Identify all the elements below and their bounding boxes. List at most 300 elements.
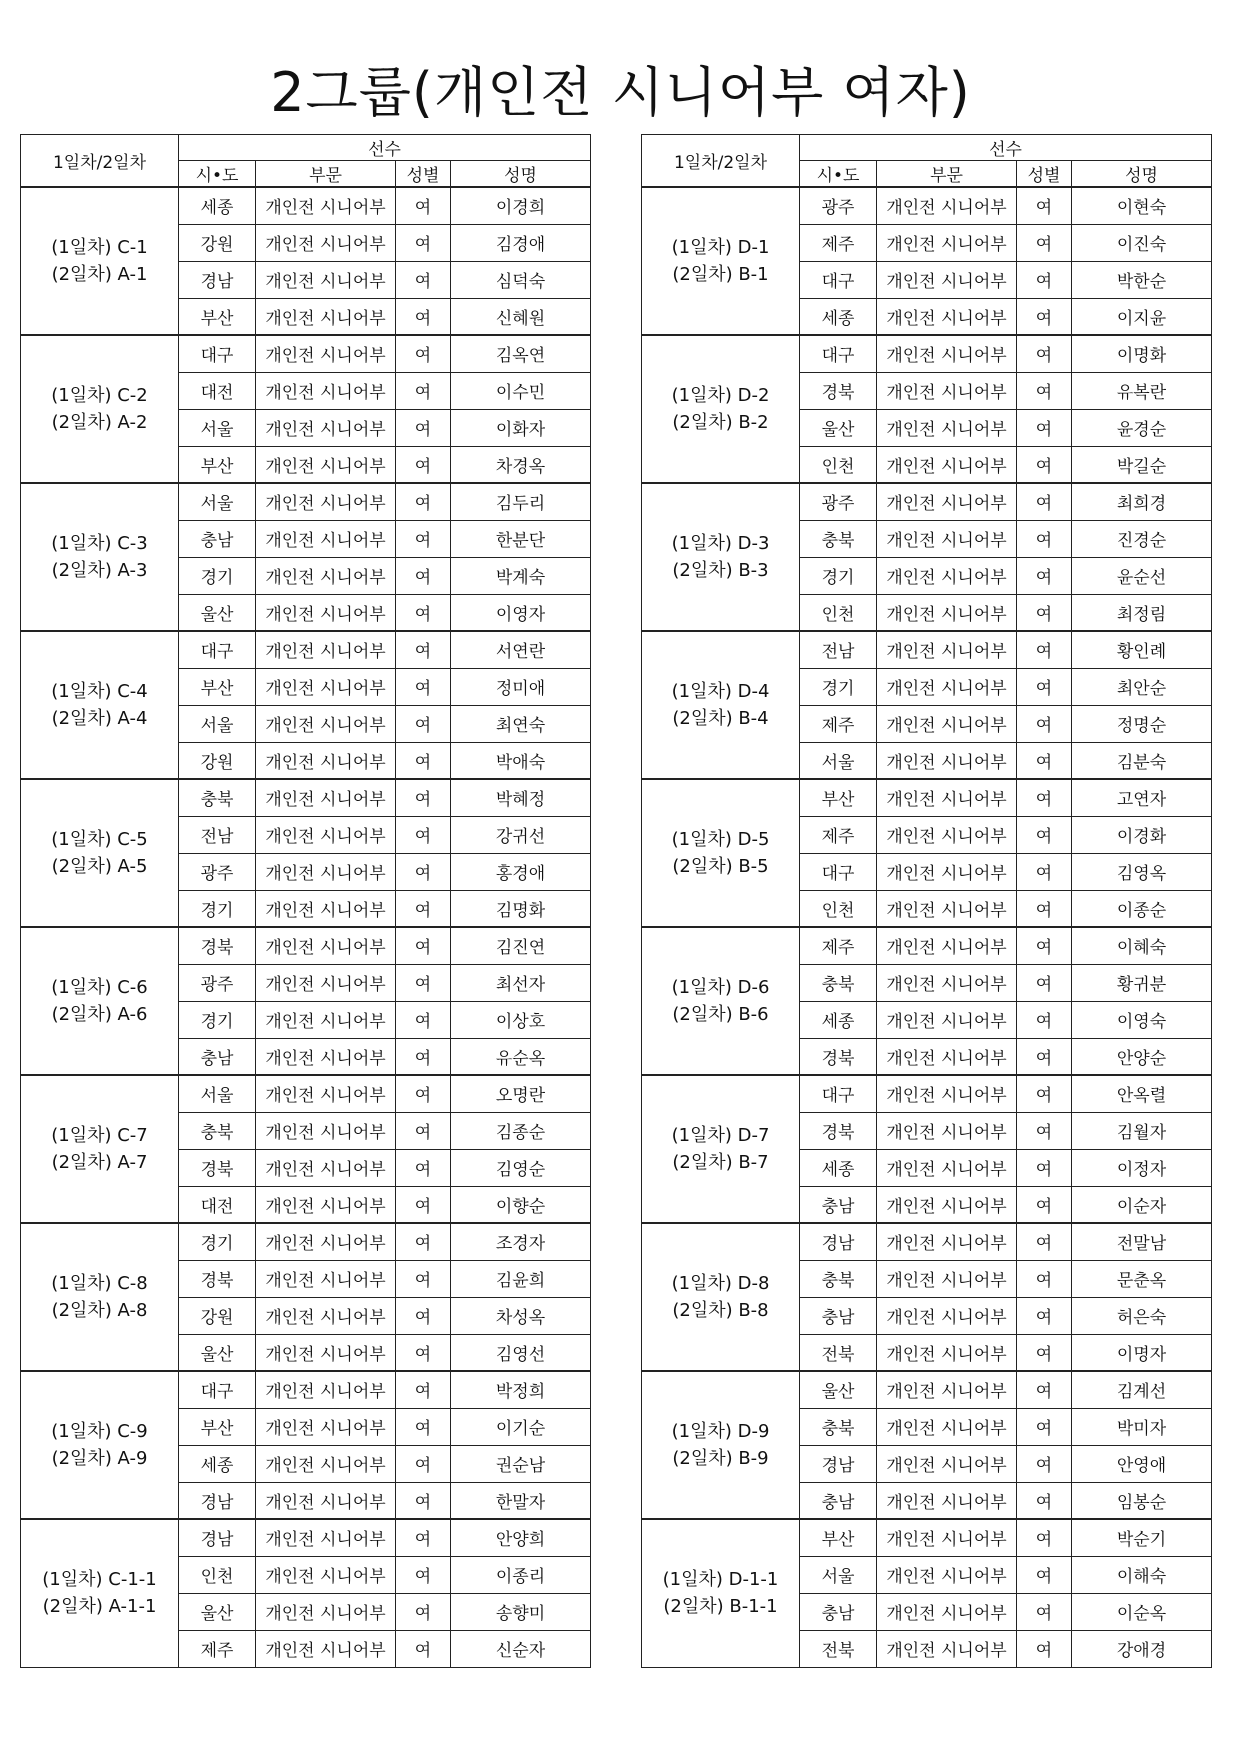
table-row — [642, 927, 1212, 964]
day1-match: (1일차) D-8 — [671, 1273, 770, 1294]
group-label — [642, 187, 800, 335]
cell-division: 개인전 시니어부 — [256, 1001, 396, 1038]
day1-match: (1일차) D-1-1 — [662, 1569, 779, 1591]
cell-gender: 여 — [396, 779, 451, 816]
cell-division: 개인전 시니어부 — [256, 1371, 396, 1408]
cell-gender: 여 — [396, 1408, 451, 1445]
cell-name: 강애경 — [1072, 1630, 1212, 1667]
cell-gender: 여 — [1017, 1556, 1072, 1593]
cell-region: 충북 — [800, 1408, 877, 1445]
header-name: 성명 — [451, 161, 591, 188]
cell-name: 홍경애 — [451, 853, 591, 890]
cell-gender: 여 — [1017, 964, 1072, 1001]
header-player: 선수 — [179, 135, 591, 161]
cell-division: 개인전 시니어부 — [256, 779, 396, 816]
day1-match: (1일차) D-4 — [671, 681, 770, 702]
cell-division: 개인전 시니어부 — [256, 224, 396, 261]
cell-division: 개인전 시니어부 — [877, 1593, 1017, 1630]
cell-gender: 여 — [1017, 1260, 1072, 1297]
cell-division: 개인전 시니어부 — [877, 224, 1017, 261]
cell-division: 개인전 시니어부 — [877, 520, 1017, 557]
cell-name: 이경화 — [1072, 816, 1212, 853]
cell-region: 경남 — [800, 1223, 877, 1260]
cell-gender: 여 — [1017, 1408, 1072, 1445]
cell-gender: 여 — [396, 187, 451, 224]
table-row — [21, 335, 591, 372]
cell-division: 개인전 시니어부 — [256, 520, 396, 557]
cell-region: 서울 — [179, 1075, 256, 1112]
cell-region: 충북 — [800, 964, 877, 1001]
cell-region: 부산 — [179, 1408, 256, 1445]
cell-gender: 여 — [1017, 224, 1072, 261]
cell-name: 이경희 — [451, 187, 591, 224]
cell-region: 제주 — [179, 1630, 256, 1667]
cell-division: 개인전 시니어부 — [256, 409, 396, 446]
cell-name: 심덕숙 — [451, 261, 591, 298]
cell-region: 울산 — [800, 409, 877, 446]
cell-region: 충북 — [179, 779, 256, 816]
cell-gender: 여 — [1017, 1001, 1072, 1038]
day2-match: (2일차) A-1 — [51, 264, 148, 285]
cell-region: 울산 — [179, 1334, 256, 1371]
cell-name: 황귀분 — [1072, 964, 1212, 1001]
cell-region: 제주 — [800, 705, 877, 742]
cell-region: 제주 — [800, 816, 877, 853]
cell-name: 임봉순 — [1072, 1482, 1212, 1519]
day1-match: (1일차) D-7 — [671, 1125, 770, 1146]
cell-region: 경북 — [179, 1260, 256, 1297]
cell-region: 광주 — [800, 483, 877, 520]
cell-name: 박한순 — [1072, 261, 1212, 298]
cell-name: 이영자 — [451, 594, 591, 631]
group-label — [642, 483, 800, 631]
cell-name: 문춘옥 — [1072, 1260, 1212, 1297]
cell-region: 서울 — [179, 483, 256, 520]
cell-region: 제주 — [800, 224, 877, 261]
cell-gender: 여 — [396, 1260, 451, 1297]
group-table-left — [20, 134, 591, 1668]
day1-match: (1일차) C-8 — [51, 1273, 148, 1294]
cell-name: 허은숙 — [1072, 1297, 1212, 1334]
table-row — [21, 1223, 591, 1260]
cell-region: 경기 — [800, 668, 877, 705]
cell-division: 개인전 시니어부 — [256, 1445, 396, 1482]
cell-region: 인천 — [179, 1556, 256, 1593]
cell-division: 개인전 시니어부 — [877, 779, 1017, 816]
cell-gender: 여 — [396, 631, 451, 668]
cell-gender: 여 — [396, 927, 451, 964]
cell-name: 이수민 — [451, 372, 591, 409]
cell-name: 신혜원 — [451, 298, 591, 335]
cell-gender: 여 — [1017, 1075, 1072, 1112]
cell-gender: 여 — [396, 335, 451, 372]
cell-gender: 여 — [396, 742, 451, 779]
cell-name: 안영애 — [1072, 1445, 1212, 1482]
table-row — [21, 1075, 591, 1112]
cell-region: 인천 — [800, 890, 877, 927]
cell-division: 개인전 시니어부 — [256, 1334, 396, 1371]
cell-name: 김옥연 — [451, 335, 591, 372]
day2-match: (2일차) A-3 — [51, 560, 148, 581]
cell-region: 대구 — [800, 853, 877, 890]
cell-gender: 여 — [1017, 1334, 1072, 1371]
cell-division: 개인전 시니어부 — [877, 1371, 1017, 1408]
cell-gender: 여 — [396, 853, 451, 890]
cell-region: 광주 — [179, 853, 256, 890]
cell-division: 개인전 시니어부 — [877, 1223, 1017, 1260]
cell-region: 경기 — [179, 1001, 256, 1038]
table-row — [642, 779, 1212, 816]
cell-name: 고연자 — [1072, 779, 1212, 816]
cell-region: 충남 — [800, 1593, 877, 1630]
cell-gender: 여 — [1017, 1519, 1072, 1556]
header-day: 1일차/2일차 — [642, 135, 800, 188]
cell-name: 이종리 — [451, 1556, 591, 1593]
cell-region: 부산 — [179, 668, 256, 705]
cell-name: 김영옥 — [1072, 853, 1212, 890]
group-table-right — [641, 134, 1212, 1668]
cell-division: 개인전 시니어부 — [256, 631, 396, 668]
cell-division: 개인전 시니어부 — [877, 853, 1017, 890]
cell-name: 권순남 — [451, 1445, 591, 1482]
cell-division: 개인전 시니어부 — [877, 1038, 1017, 1075]
cell-gender: 여 — [396, 372, 451, 409]
day1-match: (1일차) D-9 — [671, 1421, 770, 1442]
cell-gender: 여 — [1017, 1038, 1072, 1075]
cell-division: 개인전 시니어부 — [877, 372, 1017, 409]
table-row — [642, 1075, 1212, 1112]
day2-match: (2일차) B-8 — [672, 1300, 769, 1321]
cell-name: 윤순선 — [1072, 557, 1212, 594]
cell-name: 김윤희 — [451, 1260, 591, 1297]
cell-gender: 여 — [396, 1445, 451, 1482]
cell-region: 세종 — [179, 187, 256, 224]
cell-name: 진경순 — [1072, 520, 1212, 557]
day1-match: (1일차) C-1-1 — [42, 1569, 157, 1591]
cell-gender: 여 — [1017, 705, 1072, 742]
cell-region: 서울 — [800, 742, 877, 779]
cell-region: 경기 — [800, 557, 877, 594]
day2-match: (2일차) A-4 — [51, 708, 148, 729]
cell-gender: 여 — [396, 1223, 451, 1260]
header-day: 1일차/2일차 — [21, 135, 179, 188]
cell-division: 개인전 시니어부 — [256, 1297, 396, 1334]
cell-region: 강원 — [179, 224, 256, 261]
group-label — [21, 1519, 179, 1667]
cell-name: 안옥렬 — [1072, 1075, 1212, 1112]
cell-name: 최선자 — [451, 964, 591, 1001]
cell-name: 김월자 — [1072, 1112, 1212, 1149]
cell-gender: 여 — [1017, 372, 1072, 409]
cell-gender: 여 — [1017, 483, 1072, 520]
table-row — [21, 1371, 591, 1408]
cell-name: 박혜정 — [451, 779, 591, 816]
cell-gender: 여 — [396, 557, 451, 594]
cell-division: 개인전 시니어부 — [256, 446, 396, 483]
cell-gender: 여 — [1017, 594, 1072, 631]
day2-match: (2일차) A-2 — [51, 412, 148, 433]
day2-match: (2일차) A-1-1 — [42, 1596, 157, 1618]
group-label — [642, 1223, 800, 1371]
table-row — [21, 927, 591, 964]
cell-gender: 여 — [1017, 668, 1072, 705]
cell-name: 최정림 — [1072, 594, 1212, 631]
cell-region: 강원 — [179, 742, 256, 779]
cell-region: 경기 — [179, 557, 256, 594]
cell-region: 대구 — [179, 1371, 256, 1408]
cell-region: 부산 — [800, 1519, 877, 1556]
cell-region: 충북 — [800, 1260, 877, 1297]
cell-gender: 여 — [1017, 1186, 1072, 1223]
cell-name: 한말자 — [451, 1482, 591, 1519]
cell-gender: 여 — [1017, 520, 1072, 557]
cell-name: 최희경 — [1072, 483, 1212, 520]
cell-gender: 여 — [1017, 1593, 1072, 1630]
cell-name: 김명화 — [451, 890, 591, 927]
cell-gender: 여 — [396, 964, 451, 1001]
cell-name: 김종순 — [451, 1112, 591, 1149]
cell-division: 개인전 시니어부 — [256, 668, 396, 705]
cell-region: 대구 — [800, 335, 877, 372]
cell-division: 개인전 시니어부 — [877, 1482, 1017, 1519]
cell-region: 경남 — [179, 1482, 256, 1519]
cell-gender: 여 — [396, 1556, 451, 1593]
cell-division: 개인전 시니어부 — [877, 1001, 1017, 1038]
table-row — [21, 483, 591, 520]
cell-region: 충남 — [179, 1038, 256, 1075]
cell-gender: 여 — [1017, 298, 1072, 335]
cell-gender: 여 — [396, 483, 451, 520]
cell-division: 개인전 시니어부 — [877, 483, 1017, 520]
cell-name: 이기순 — [451, 1408, 591, 1445]
day1-match: (1일차) D-3 — [671, 533, 770, 554]
cell-gender: 여 — [1017, 1149, 1072, 1186]
day2-match: (2일차) A-8 — [51, 1300, 148, 1321]
cell-division: 개인전 시니어부 — [877, 668, 1017, 705]
day2-match: (2일차) B-9 — [672, 1448, 769, 1469]
cell-region: 울산 — [179, 594, 256, 631]
cell-name: 안양희 — [451, 1519, 591, 1556]
cell-gender: 여 — [1017, 187, 1072, 224]
cell-division: 개인전 시니어부 — [877, 1408, 1017, 1445]
cell-gender: 여 — [396, 298, 451, 335]
cell-gender: 여 — [1017, 1371, 1072, 1408]
day1-match: (1일차) C-3 — [51, 533, 148, 554]
cell-division: 개인전 시니어부 — [877, 816, 1017, 853]
cell-gender: 여 — [1017, 1630, 1072, 1667]
cell-region: 경북 — [800, 1038, 877, 1075]
cell-region: 울산 — [800, 1371, 877, 1408]
cell-gender: 여 — [1017, 1223, 1072, 1260]
day2-match: (2일차) B-3 — [672, 560, 769, 581]
cell-name: 최연숙 — [451, 705, 591, 742]
cell-region: 광주 — [800, 187, 877, 224]
cell-gender: 여 — [396, 1001, 451, 1038]
cell-region: 대구 — [800, 1075, 877, 1112]
cell-gender: 여 — [396, 816, 451, 853]
cell-name: 이지윤 — [1072, 298, 1212, 335]
cell-gender: 여 — [1017, 816, 1072, 853]
cell-name: 정미애 — [451, 668, 591, 705]
cell-division: 개인전 시니어부 — [256, 1186, 396, 1223]
cell-region: 경남 — [800, 1445, 877, 1482]
cell-division: 개인전 시니어부 — [877, 187, 1017, 224]
cell-name: 박미자 — [1072, 1408, 1212, 1445]
header-division: 부문 — [256, 161, 396, 188]
cell-gender: 여 — [396, 594, 451, 631]
cell-division: 개인전 시니어부 — [877, 890, 1017, 927]
cell-name: 유순옥 — [451, 1038, 591, 1075]
group-label — [21, 631, 179, 779]
cell-division: 개인전 시니어부 — [256, 1482, 396, 1519]
header-region: 시•도 — [800, 161, 877, 188]
cell-division: 개인전 시니어부 — [256, 1630, 396, 1667]
cell-name: 이향순 — [451, 1186, 591, 1223]
cell-division: 개인전 시니어부 — [256, 927, 396, 964]
cell-name: 김두리 — [451, 483, 591, 520]
cell-division: 개인전 시니어부 — [256, 853, 396, 890]
cell-division: 개인전 시니어부 — [256, 1038, 396, 1075]
cell-region: 세종 — [179, 1445, 256, 1482]
day1-match: (1일차) C-9 — [51, 1421, 148, 1442]
cell-name: 신순자 — [451, 1630, 591, 1667]
cell-division: 개인전 시니어부 — [877, 705, 1017, 742]
day1-match: (1일차) C-2 — [51, 385, 148, 406]
cell-division: 개인전 시니어부 — [256, 187, 396, 224]
cell-region: 경남 — [179, 1519, 256, 1556]
cell-region: 대전 — [179, 372, 256, 409]
group-label — [21, 927, 179, 1075]
cell-gender: 여 — [1017, 557, 1072, 594]
cell-gender: 여 — [396, 1630, 451, 1667]
header-division: 부문 — [877, 161, 1017, 188]
cell-division: 개인전 시니어부 — [256, 1075, 396, 1112]
table-row — [642, 631, 1212, 668]
day2-match: (2일차) A-7 — [51, 1152, 148, 1173]
cell-division: 개인전 시니어부 — [256, 298, 396, 335]
day2-match: (2일차) B-1-1 — [663, 1596, 778, 1618]
cell-division: 개인전 시니어부 — [256, 1149, 396, 1186]
cell-gender: 여 — [1017, 927, 1072, 964]
day2-match: (2일차) A-6 — [51, 1004, 148, 1025]
cell-name: 윤경순 — [1072, 409, 1212, 446]
cell-region: 경북 — [179, 927, 256, 964]
cell-division: 개인전 시니어부 — [877, 1445, 1017, 1482]
cell-name: 김영선 — [451, 1334, 591, 1371]
table-row — [642, 187, 1212, 224]
cell-gender: 여 — [396, 1149, 451, 1186]
group-label — [21, 335, 179, 483]
cell-name: 이혜숙 — [1072, 927, 1212, 964]
cell-region: 경북 — [800, 372, 877, 409]
cell-region: 인천 — [800, 594, 877, 631]
cell-division: 개인전 시니어부 — [877, 742, 1017, 779]
cell-region: 대구 — [179, 631, 256, 668]
cell-division: 개인전 시니어부 — [256, 816, 396, 853]
cell-name: 이현숙 — [1072, 187, 1212, 224]
day2-match: (2일차) B-5 — [672, 856, 769, 877]
cell-region: 전북 — [800, 1334, 877, 1371]
cell-gender: 여 — [1017, 1297, 1072, 1334]
cell-gender: 여 — [1017, 1482, 1072, 1519]
cell-division: 개인전 시니어부 — [256, 1519, 396, 1556]
cell-name: 박애숙 — [451, 742, 591, 779]
cell-region: 제주 — [800, 927, 877, 964]
cell-division: 개인전 시니어부 — [877, 631, 1017, 668]
day1-match: (1일차) D-6 — [671, 977, 770, 998]
cell-gender: 여 — [396, 1186, 451, 1223]
table-row — [642, 335, 1212, 372]
group-label — [21, 1371, 179, 1519]
cell-division: 개인전 시니어부 — [877, 1334, 1017, 1371]
cell-division: 개인전 시니어부 — [256, 1408, 396, 1445]
cell-name: 한분단 — [451, 520, 591, 557]
day1-match: (1일차) C-6 — [51, 977, 148, 998]
cell-gender: 여 — [396, 261, 451, 298]
group-label — [21, 1075, 179, 1223]
cell-name: 박순기 — [1072, 1519, 1212, 1556]
day1-match: (1일차) D-2 — [671, 385, 770, 406]
day1-match: (1일차) C-4 — [51, 681, 148, 702]
cell-name: 이화자 — [451, 409, 591, 446]
cell-division: 개인전 시니어부 — [256, 557, 396, 594]
cell-division: 개인전 시니어부 — [877, 1112, 1017, 1149]
group-label — [642, 1519, 800, 1667]
day1-match: (1일차) D-5 — [671, 829, 770, 850]
cell-division: 개인전 시니어부 — [877, 1556, 1017, 1593]
table-row — [21, 1519, 591, 1556]
group-label — [21, 1223, 179, 1371]
cell-name: 이상호 — [451, 1001, 591, 1038]
cell-region: 전남 — [179, 816, 256, 853]
cell-division: 개인전 시니어부 — [877, 594, 1017, 631]
cell-name: 이명화 — [1072, 335, 1212, 372]
cell-gender: 여 — [396, 890, 451, 927]
cell-region: 경기 — [179, 1223, 256, 1260]
cell-region: 서울 — [800, 1556, 877, 1593]
cell-name: 차성옥 — [451, 1297, 591, 1334]
cell-gender: 여 — [1017, 335, 1072, 372]
day2-match: (2일차) B-4 — [672, 708, 769, 729]
header-gender: 성별 — [396, 161, 451, 188]
cell-name: 정명순 — [1072, 705, 1212, 742]
cell-region: 강원 — [179, 1297, 256, 1334]
cell-region: 충남 — [800, 1297, 877, 1334]
cell-name: 김영순 — [451, 1149, 591, 1186]
cell-region: 대구 — [179, 335, 256, 372]
cell-gender: 여 — [396, 1038, 451, 1075]
cell-division: 개인전 시니어부 — [877, 1075, 1017, 1112]
day1-match: (1일차) C-7 — [51, 1125, 148, 1146]
cell-region: 세종 — [800, 1149, 877, 1186]
table-row — [21, 631, 591, 668]
cell-gender: 여 — [396, 668, 451, 705]
cell-gender: 여 — [396, 224, 451, 261]
cell-name: 안양순 — [1072, 1038, 1212, 1075]
day2-match: (2일차) A-5 — [51, 856, 148, 877]
cell-name: 이종순 — [1072, 890, 1212, 927]
cell-gender: 여 — [396, 1112, 451, 1149]
day1-match: (1일차) C-1 — [51, 237, 148, 258]
cell-division: 개인전 시니어부 — [877, 1297, 1017, 1334]
cell-gender: 여 — [1017, 631, 1072, 668]
cell-region: 경북 — [179, 1149, 256, 1186]
table-row — [642, 1223, 1212, 1260]
cell-gender: 여 — [1017, 261, 1072, 298]
cell-division: 개인전 시니어부 — [877, 1149, 1017, 1186]
cell-division: 개인전 시니어부 — [877, 964, 1017, 1001]
cell-name: 이명자 — [1072, 1334, 1212, 1371]
